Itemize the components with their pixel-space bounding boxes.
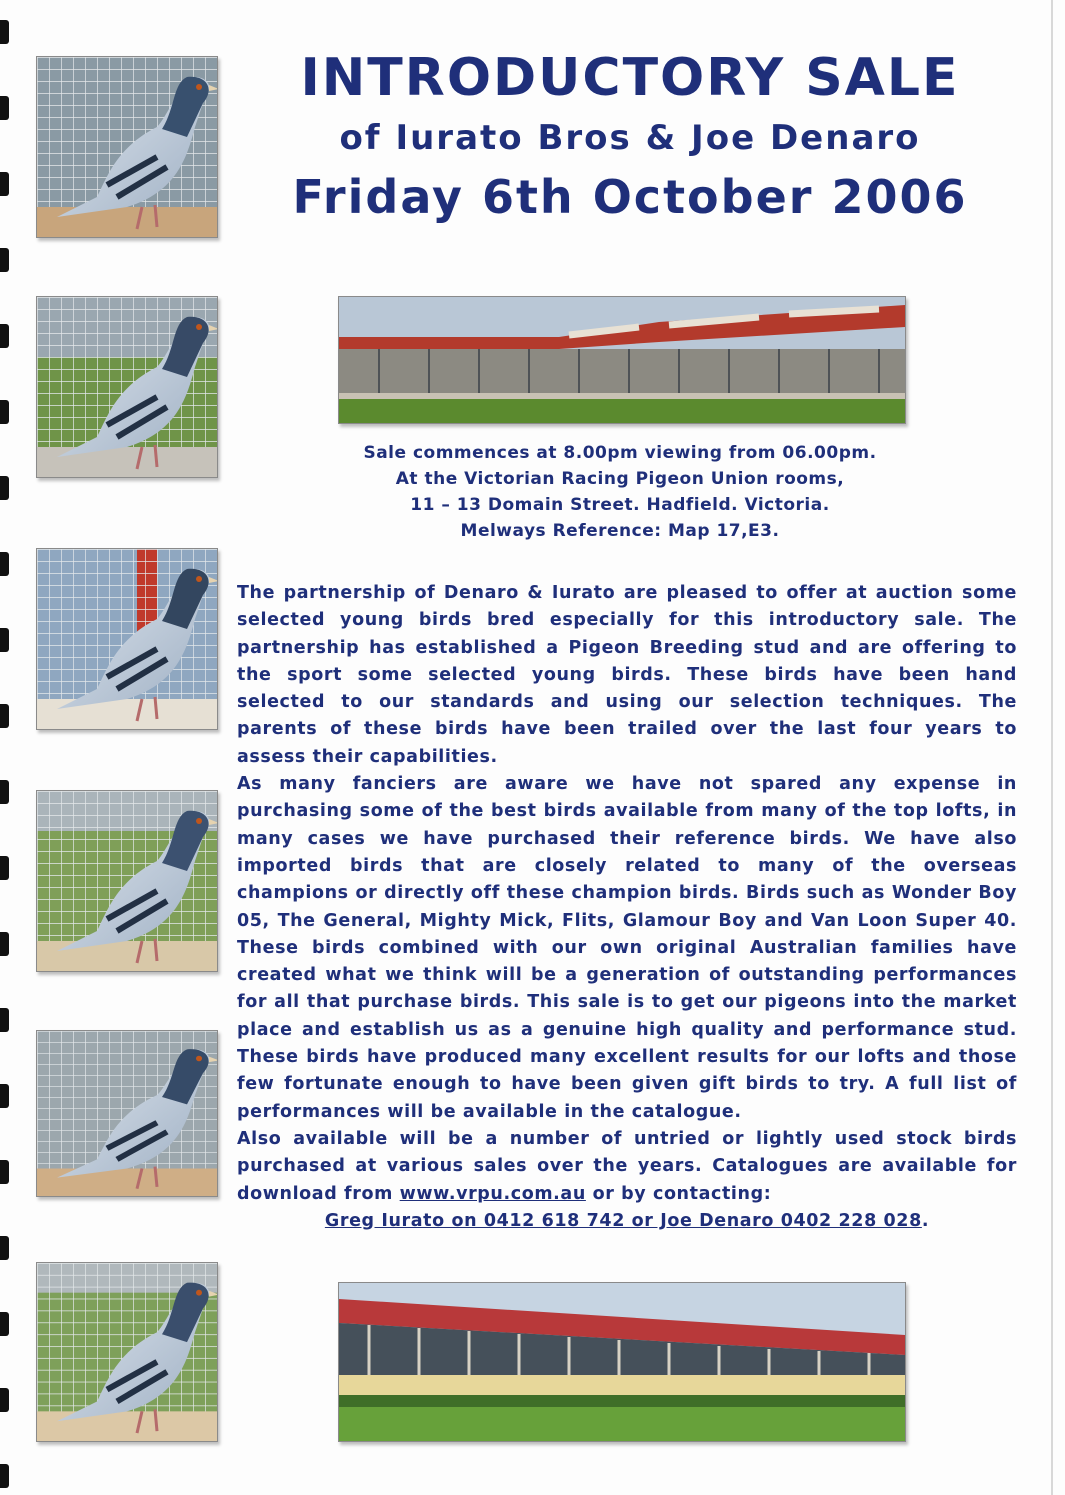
paragraph-birds: As many fanciers are aware we have not spared any expense in purchasing some of the best birds available from many of the top lofts, in many cases we have purchased their reference birds. We have also imported birds that are closely related to many of the overseas champions or directly off these champion birds. Birds such as Wonder Boy 05, The General, Mighty Mick, Flits, Glamour Boy and Van Loon Super 40. These birds combined with our own original Australian families have created what we think will be a generation of outstanding performances for all that purchase birds. This sale is to get our pigeons into the market place and establish us as a genuine high quality and performance stud. These birds have produced many excellent results for our lofts and those few fortunate enough to have been given gift birds to try. A full list of performances will be available in the catalogue. bbox=[237, 774, 1017, 1122]
loft-photo-top bbox=[338, 296, 906, 424]
paragraph-partnership: The partnership of Denaro & Iurato are pleased to offer at auction some selected young birds bred especially for this introductory sale. The partnership has established a Pigeon Breeding stud and are offering to the sport some selected young birds. These birds have been hand selected to our standards and using our selection techniques. The parents of these birds have been trailed over the last four years to assess their capabilities. bbox=[237, 583, 1017, 767]
venue-address: 11 – 13 Domain Street. Hadfield. Victoria. bbox=[410, 495, 830, 515]
sale-subtitle: of Iurato Bros & Joe Denaro bbox=[339, 118, 921, 158]
pigeon-photo-6 bbox=[36, 1262, 218, 1442]
pigeon-photo-5 bbox=[36, 1030, 218, 1197]
pigeon-photo-2 bbox=[36, 296, 218, 478]
sale-time: Sale commences at 8.00pm viewing from 06.00pm. bbox=[363, 443, 877, 463]
vrpu-link[interactable]: www.vrpu.com.au bbox=[399, 1183, 586, 1204]
contact-details: Greg Iurato on 0412 618 742 or Joe Denaro 0402 228 028 bbox=[324, 1210, 922, 1231]
venue-details bbox=[320, 440, 920, 544]
loft-photo-bottom bbox=[338, 1282, 906, 1442]
contact-period: . bbox=[921, 1210, 930, 1231]
contact-lead: or by contacting: bbox=[592, 1183, 772, 1204]
paragraph-catalogue bbox=[237, 1126, 1017, 1208]
pigeon-photo-3 bbox=[36, 548, 218, 730]
page-edge bbox=[1051, 0, 1053, 1495]
pigeon-photo-1 bbox=[36, 56, 218, 238]
sale-description bbox=[237, 580, 1017, 1235]
contact-line bbox=[237, 1208, 1017, 1235]
sale-title: INTRODUCTORY SALE bbox=[300, 48, 960, 108]
melways-reference: Melways Reference: Map 17,E3. bbox=[460, 521, 780, 541]
catalogue-text: Also available will be a number of untried or lightly used stock birds purchased at various sales over the years. Catalogues are available for download from bbox=[237, 1128, 1017, 1204]
sale-date: Friday 6th October 2006 bbox=[292, 170, 968, 224]
pigeon-photo-4 bbox=[36, 790, 218, 972]
venue-name: At the Victorian Racing Pigeon Union rooms, bbox=[395, 469, 845, 489]
spiral-binding bbox=[0, 0, 12, 1495]
